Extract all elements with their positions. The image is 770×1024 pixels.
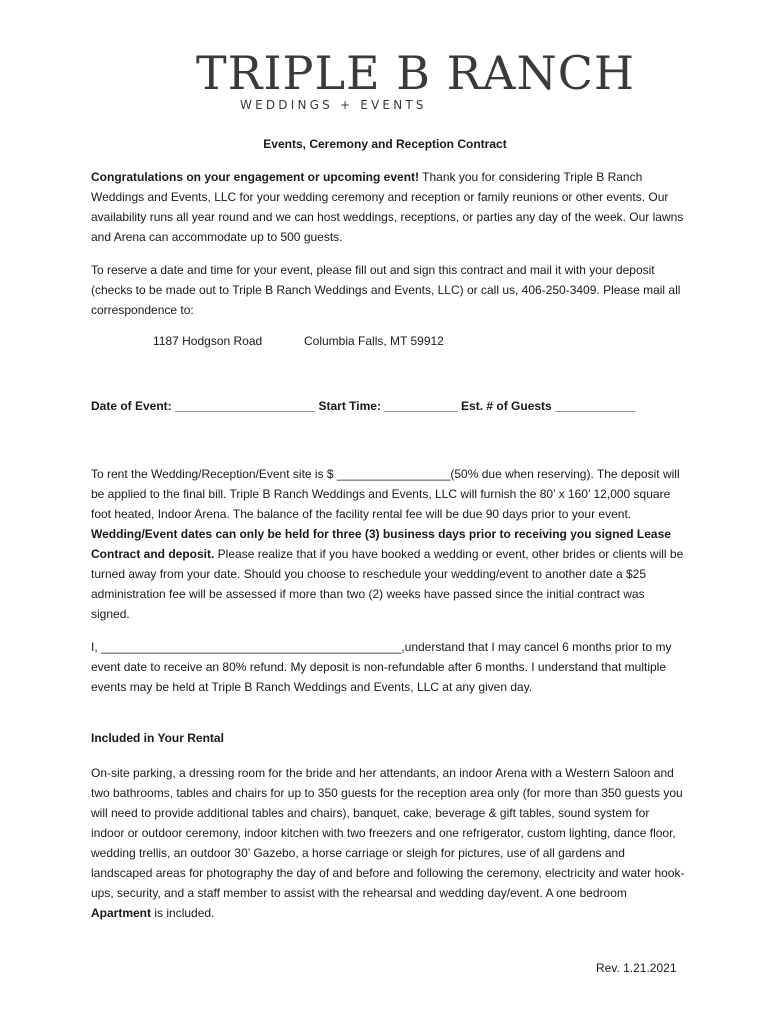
intro-bold: Congratulations on your engagement or upcoming event! — [91, 170, 420, 184]
rent-text-1: To rent the Wedding/Reception/Event site is $ _________________(50% due when reserving). The deposit will be applied to the final bill. Triple B Ranch Weddings and Events, LLC will furnish the 80’ x 160’ 12,000 square foot heated, Indoor Arena. The balance of the facility rental fee will be due 90 days prior to your event. — [91, 467, 680, 521]
included-text: On-site parking, a dressing room for the bride and her attendants, an indoor Arena with a Western Saloon and two bathrooms, tables and chairs for up to 350 guests for the reception area only (for more than 350 guests you will need to provide additional tables and chairs), banquet, cake, beverage & gift tables, sound system for indoor or outdoor ceremony, indoor kitchen with two freezers and one refrigerator, custom lighting, dance floor, wedding trellis, an outdoor 30’ Gazebo, a horse carriage or sleigh for pictures, use of all gardens and landscaped areas for photography the day of and before and following the ceremony, electricity and water hook-ups, security, and a staff member to assist with the rehearsal and wedding day/event. A one bedroom — [91, 766, 685, 900]
logo-wordmark: TRIPLE B RANCH — [196, 46, 636, 100]
rent-paragraph — [91, 464, 686, 624]
intro-paragraph — [91, 167, 686, 247]
cancel-paragraph: I, _____________________________________________,understand that I may cancel 6 months prior to my event date to receive an 80% refund. My deposit is non-refundable after 6 months. I understand that multiple events may be held at Triple B Ranch Weddings and Events, LLC at any given day. — [91, 640, 672, 694]
logo — [0, 40, 770, 120]
address-street: 1187 Hodgson Road — [153, 334, 263, 348]
document-title: Events, Ceremony and Reception Contract — [263, 137, 507, 151]
rent-text-2: Please realize that if you have booked a wedding or event, other brides or clients will be turned away from your date. Should you choose to reschedule your wedding/event to another date a $25 administration fee will be assessed if more than two (2) weeks have passed since the initial contract was signed. — [91, 547, 684, 621]
rent-bold: Wedding/Event dates can only be held for three (3) business days prior to receiving you signed Lease Contract and deposit. — [91, 527, 671, 561]
included-heading: Included in Your Rental — [91, 731, 224, 745]
included-end: is included. — [151, 906, 215, 920]
reserve-paragraph: To reserve a date and time for your event, please fill out and sign this contract and mail it with your deposit (checks to be made out to Triple B Ranch Weddings and Events, LLC) or call us, 406-250-3409. Please mail all correspondence to: — [91, 263, 681, 317]
included-bold: Apartment — [91, 906, 152, 920]
revision-label: Rev. 1.21.2021 — [596, 961, 677, 975]
event-fields-line: Date of Event: _____________________ Start Time: ___________ Est. # of Guests ____________ — [91, 399, 636, 413]
logo-tagline: WEDDINGS + EVENTS — [240, 98, 427, 112]
intro-text: Thank you for considering Triple B Ranch Weddings and Events, LLC for your wedding ceremony and reception or family reunions or other events. Our availability runs all year round and we can host weddings, receptions, or parties any day of the week. Our lawns and Arena can accommodate up to 500 guests. — [91, 170, 684, 244]
address-city: Columbia Falls, MT 59912 — [304, 334, 444, 348]
included-paragraph — [91, 763, 686, 923]
